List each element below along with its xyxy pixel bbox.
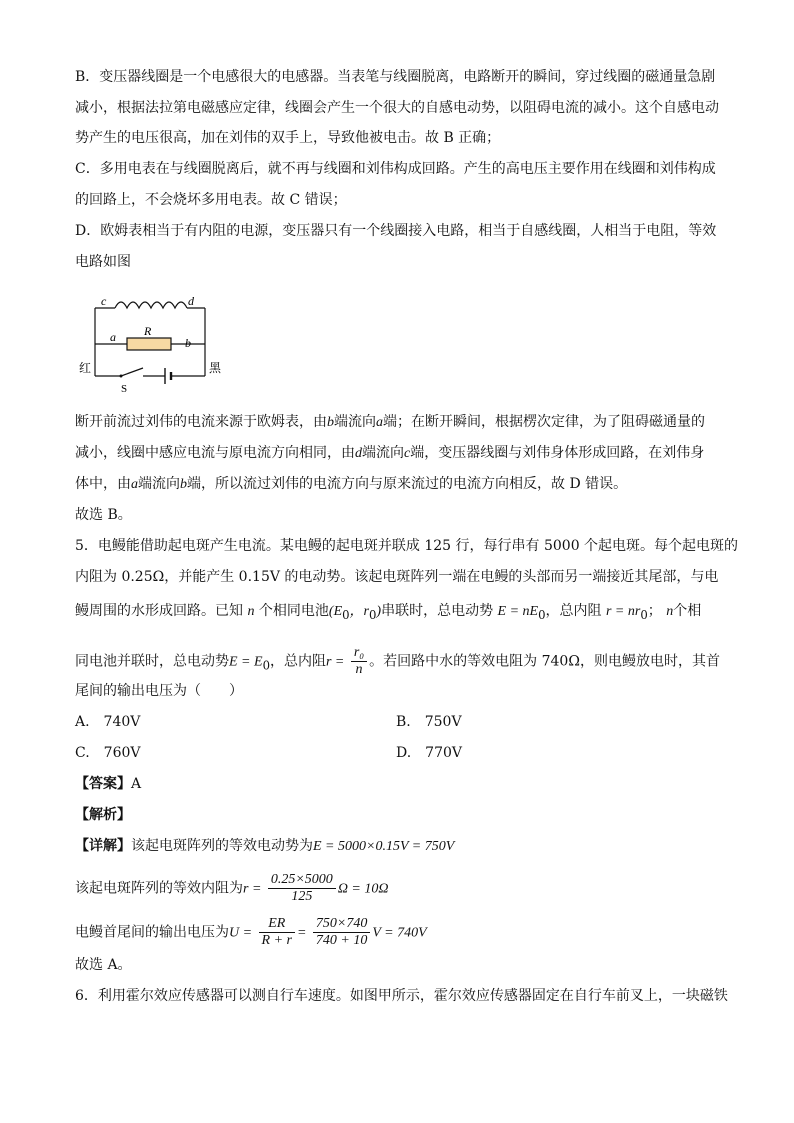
label-red-probe: 红 xyxy=(79,361,92,375)
inductor-coil xyxy=(115,302,187,308)
question5-line4: 同电池并联时，总电动势$E = E_0$，总内阻r = $\frac{\text{r₀}}{n}$ 。若回路中水的等效电阻为 740Ω，则电鳗放电时，其首 xyxy=(75,645,720,677)
answer-line xyxy=(75,774,141,794)
label-d: d xyxy=(188,294,194,308)
equivalent-circuit-diagram xyxy=(75,288,235,398)
answer-label: 【答案】 xyxy=(75,776,131,792)
question5-line3: 鳗周围的水形成回路。已知 n 个相同电池($E_0$，$r_0$)串联时，总电动势 $E = nE_0$，总内阻 $r = nr_0$； n个相 xyxy=(75,603,702,622)
option-c[interactable]: C. 760V xyxy=(75,745,141,761)
switch-blade xyxy=(121,368,143,376)
option-d[interactable]: D. 770V xyxy=(396,745,463,761)
option-c-explanation-line2: 的回路上，不会烧坏多用电表。故 C 错误； xyxy=(75,192,347,208)
resistor xyxy=(127,338,171,350)
option-d-explanation-line2: 电路如图 xyxy=(75,254,131,270)
option-b-explanation-line3: 势产生的电压很高，加在刘伟的双手上，导致他被电击。故 B 正确； xyxy=(75,130,501,146)
option-d-explanation-line3: 断开前流过刘伟的电流来源于欧姆表，由b端流向a端；在断开瞬间，根据楞次定律，为了阻碍磁通量的 xyxy=(75,414,705,430)
option-d-explanation-line5: 体中，由a端流向b端，所以流过刘伟的电流方向与原来流过的电流方向相反，故 D 错误。 xyxy=(75,476,628,492)
label-a: a xyxy=(110,330,116,344)
question6-line1: 6．利用霍尔效应传感器可以测自行车速度。如图甲所示，霍尔效应传感器固定在自行车前叉上，一块磁铁 xyxy=(75,988,728,1004)
detail-line2: 该起电斑阵列的等效内阻为r = $\frac{0.25\times 5000}{125}$ Ω = 10Ω xyxy=(75,872,389,904)
option-b[interactable]: B. 750V xyxy=(396,714,462,730)
resistance-fraction: $\frac{0.25\times 5000}{125}$ xyxy=(268,872,336,905)
option-d-explanation-line4: 减小，线圈中感应电流与原电流方向相同，由d端流向c端，变压器线圈与刘伟身体形成回路，在刘伟身 xyxy=(75,445,705,461)
label-c: c xyxy=(101,294,107,308)
option-a[interactable]: A. 740V xyxy=(75,714,141,730)
label-switch: S xyxy=(121,383,128,395)
option-d-explanation-line1: D．欧姆表相当于有内阻的电源，变压器只有一个线圈接入电路，相当于自感线圈，人相当于电阻，等效 xyxy=(75,223,717,239)
question5-line2: 内阻为 0.25Ω，并能产生 0.15V 的电动势。该起电斑阵列一端在电鳗的头部而另一端接近其尾部，与电 xyxy=(75,569,719,585)
detail-line3: 电鳗首尾间的输出电压为U = $\frac{ER}{R + r}$ = $\frac{750\times 740}{740 + 10}$ V = 740V xyxy=(75,916,427,948)
question5-line1: 5．电鳗能借助起电斑产生电流。某电鳗的起电斑并联成 125 行，每行串有 5000 个起电斑。每个起电斑的 xyxy=(75,538,739,554)
detail-line1: 【详解】该起电斑阵列的等效电动势为E = 5000×0.15V = 750V xyxy=(75,838,455,854)
conclusion-q4: 故选 B。 xyxy=(75,507,132,523)
option-b-explanation-line1: B．变压器线圈是一个电感很大的电感器。当表笔与线圈脱离，电路断开的瞬间，穿过线圈的磁通量急剧 xyxy=(75,69,716,85)
internal-resistance-fraction: $\frac{\text{r₀}}{n}$ xyxy=(351,645,367,678)
answer-value: A xyxy=(131,776,142,792)
voltage-fraction-symbolic: $\frac{ER}{R + r}$ xyxy=(259,916,295,949)
label-R: R xyxy=(144,324,152,338)
conclusion-q5: 故选 A。 xyxy=(75,957,132,973)
option-b-explanation-line2: 减小，根据法拉第电磁感应定律，线圈会产生一个很大的自感电动势，以阻碍电流的减小。这个自感电动 xyxy=(75,100,719,116)
question5-line5: 尾间的输出电压为（ ） xyxy=(75,683,243,699)
voltage-fraction-numeric: $\frac{750\times 740}{740 + 10}$ xyxy=(313,916,370,949)
option-c-explanation-line1: C．多用电表在与线圈脱离后，就不再与线圈和刘伟构成回路。产生的高电压主要作用在线圈和刘伟构成 xyxy=(75,161,716,177)
label-b: b xyxy=(185,336,191,350)
analysis-label: 【解析】 xyxy=(75,807,131,823)
label-black-probe: 黑 xyxy=(209,361,222,375)
